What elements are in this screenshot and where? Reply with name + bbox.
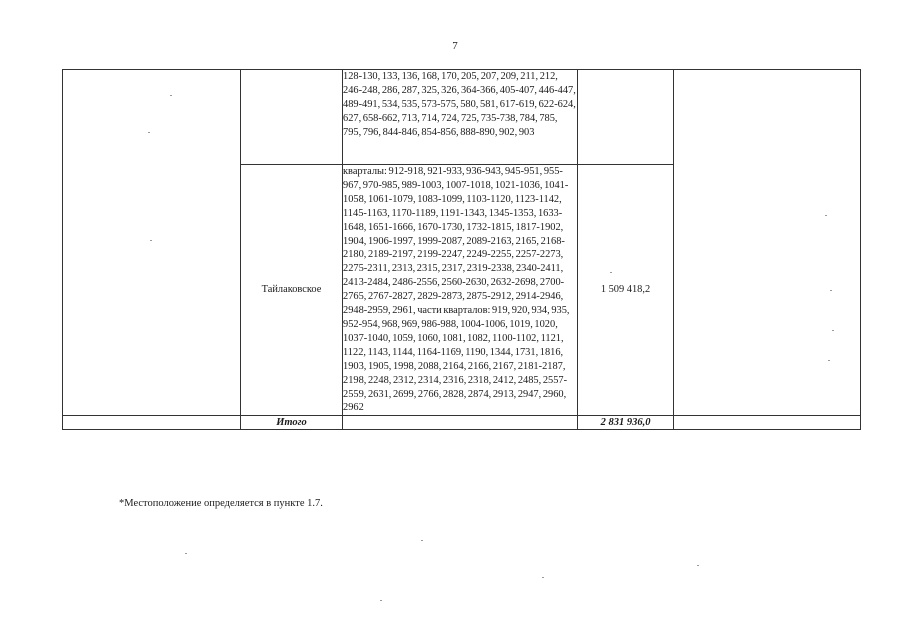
total-empty-cell <box>343 416 578 430</box>
district-cell: Тайлаковское <box>241 165 343 416</box>
quarters-cell: кварталы: 912-918, 921-933, 936-943, 945-951, 955-967, 970-985, 989-1003, 1007-1018, 1021-1036, 1041-1058, 1061-1079, 1083-1099, 1103-1120, 1123-1142, 1145-1163, 1170-1189, 1191-1343, 1345-1353, 1633-1648, 1651-1666, 1670-1730, 1732-1815, 1817-1902, 1904, 1906-1997, 1999-2087, 2089-2163, 2165, 2168-2180, 2189-2197, 2199-2247, 2249-2255, 2257-2273, 2275-2311, 2313, 2315, 2317, 2319-2338, 2340-2411, 2413-2484, 2486-2556, 2560-2630, 2632-2698, 2700-2765, 2767-2827, 2829-2873, 2875-2912, 2914-2946, 2948-2959, 2961, части кварталов: 919, 920, 934, 935, 952-954, 968, 969, 986-988, 1004-1006, 1019, 1020, 1037-1040, 1059, 1060, 1081, 1082, 1100-1102, 1121, 1122, 1143, 1144, 1164-1169, 1190, 1344, 1731, 1816, 1903, 1905, 1998, 2088, 2164, 2166, 2167, 2181-2187, 2198, 2248, 2312, 2314, 2316, 2318, 2412, 2485, 2557-2559, 2631, 2699, 2766, 2828, 2874, 2913, 2947, 2960, 2962 <box>343 165 578 416</box>
scan-speck <box>830 290 832 291</box>
total-row <box>63 416 861 430</box>
col1-cell <box>63 70 241 416</box>
area-cell <box>578 70 674 165</box>
scan-speck <box>380 600 382 601</box>
page-number: 7 <box>452 40 458 52</box>
scan-speck <box>832 330 834 331</box>
total-label: Итого <box>241 416 343 430</box>
total-empty-cell <box>674 416 861 430</box>
scan-speck <box>185 553 187 554</box>
total-value: 2 831 936,0 <box>578 416 674 430</box>
scan-speck <box>697 565 699 566</box>
scan-speck <box>170 95 172 96</box>
allocation-table <box>62 69 861 430</box>
total-empty-cell <box>63 416 241 430</box>
footnote: *Местоположение определяется в пункте 1.7. <box>119 498 323 509</box>
scan-speck <box>542 577 544 578</box>
quarters-cell: 128-130, 133, 136, 168, 170, 205, 207, 209, 211, 212, 246-248, 286, 287, 325, 326, 364-366, 405-407, 446-447, 489-491, 534, 535, 573-575, 580, 581, 617-619, 622-624, 627, 658-662, 713, 714, 724, 725, 735-738, 784, 785, 795, 796, 844-846, 854-856, 888-890, 902, 903 <box>343 70 578 165</box>
scan-speck <box>825 215 827 216</box>
district-cell <box>241 70 343 165</box>
scan-speck <box>148 132 150 133</box>
scan-speck <box>150 240 152 241</box>
table-row <box>63 70 861 165</box>
scan-speck <box>828 360 830 361</box>
col5-cell <box>674 70 861 416</box>
scan-speck <box>421 540 423 541</box>
area-cell: 1 509 418,2 <box>578 165 674 416</box>
scan-speck <box>610 272 612 273</box>
